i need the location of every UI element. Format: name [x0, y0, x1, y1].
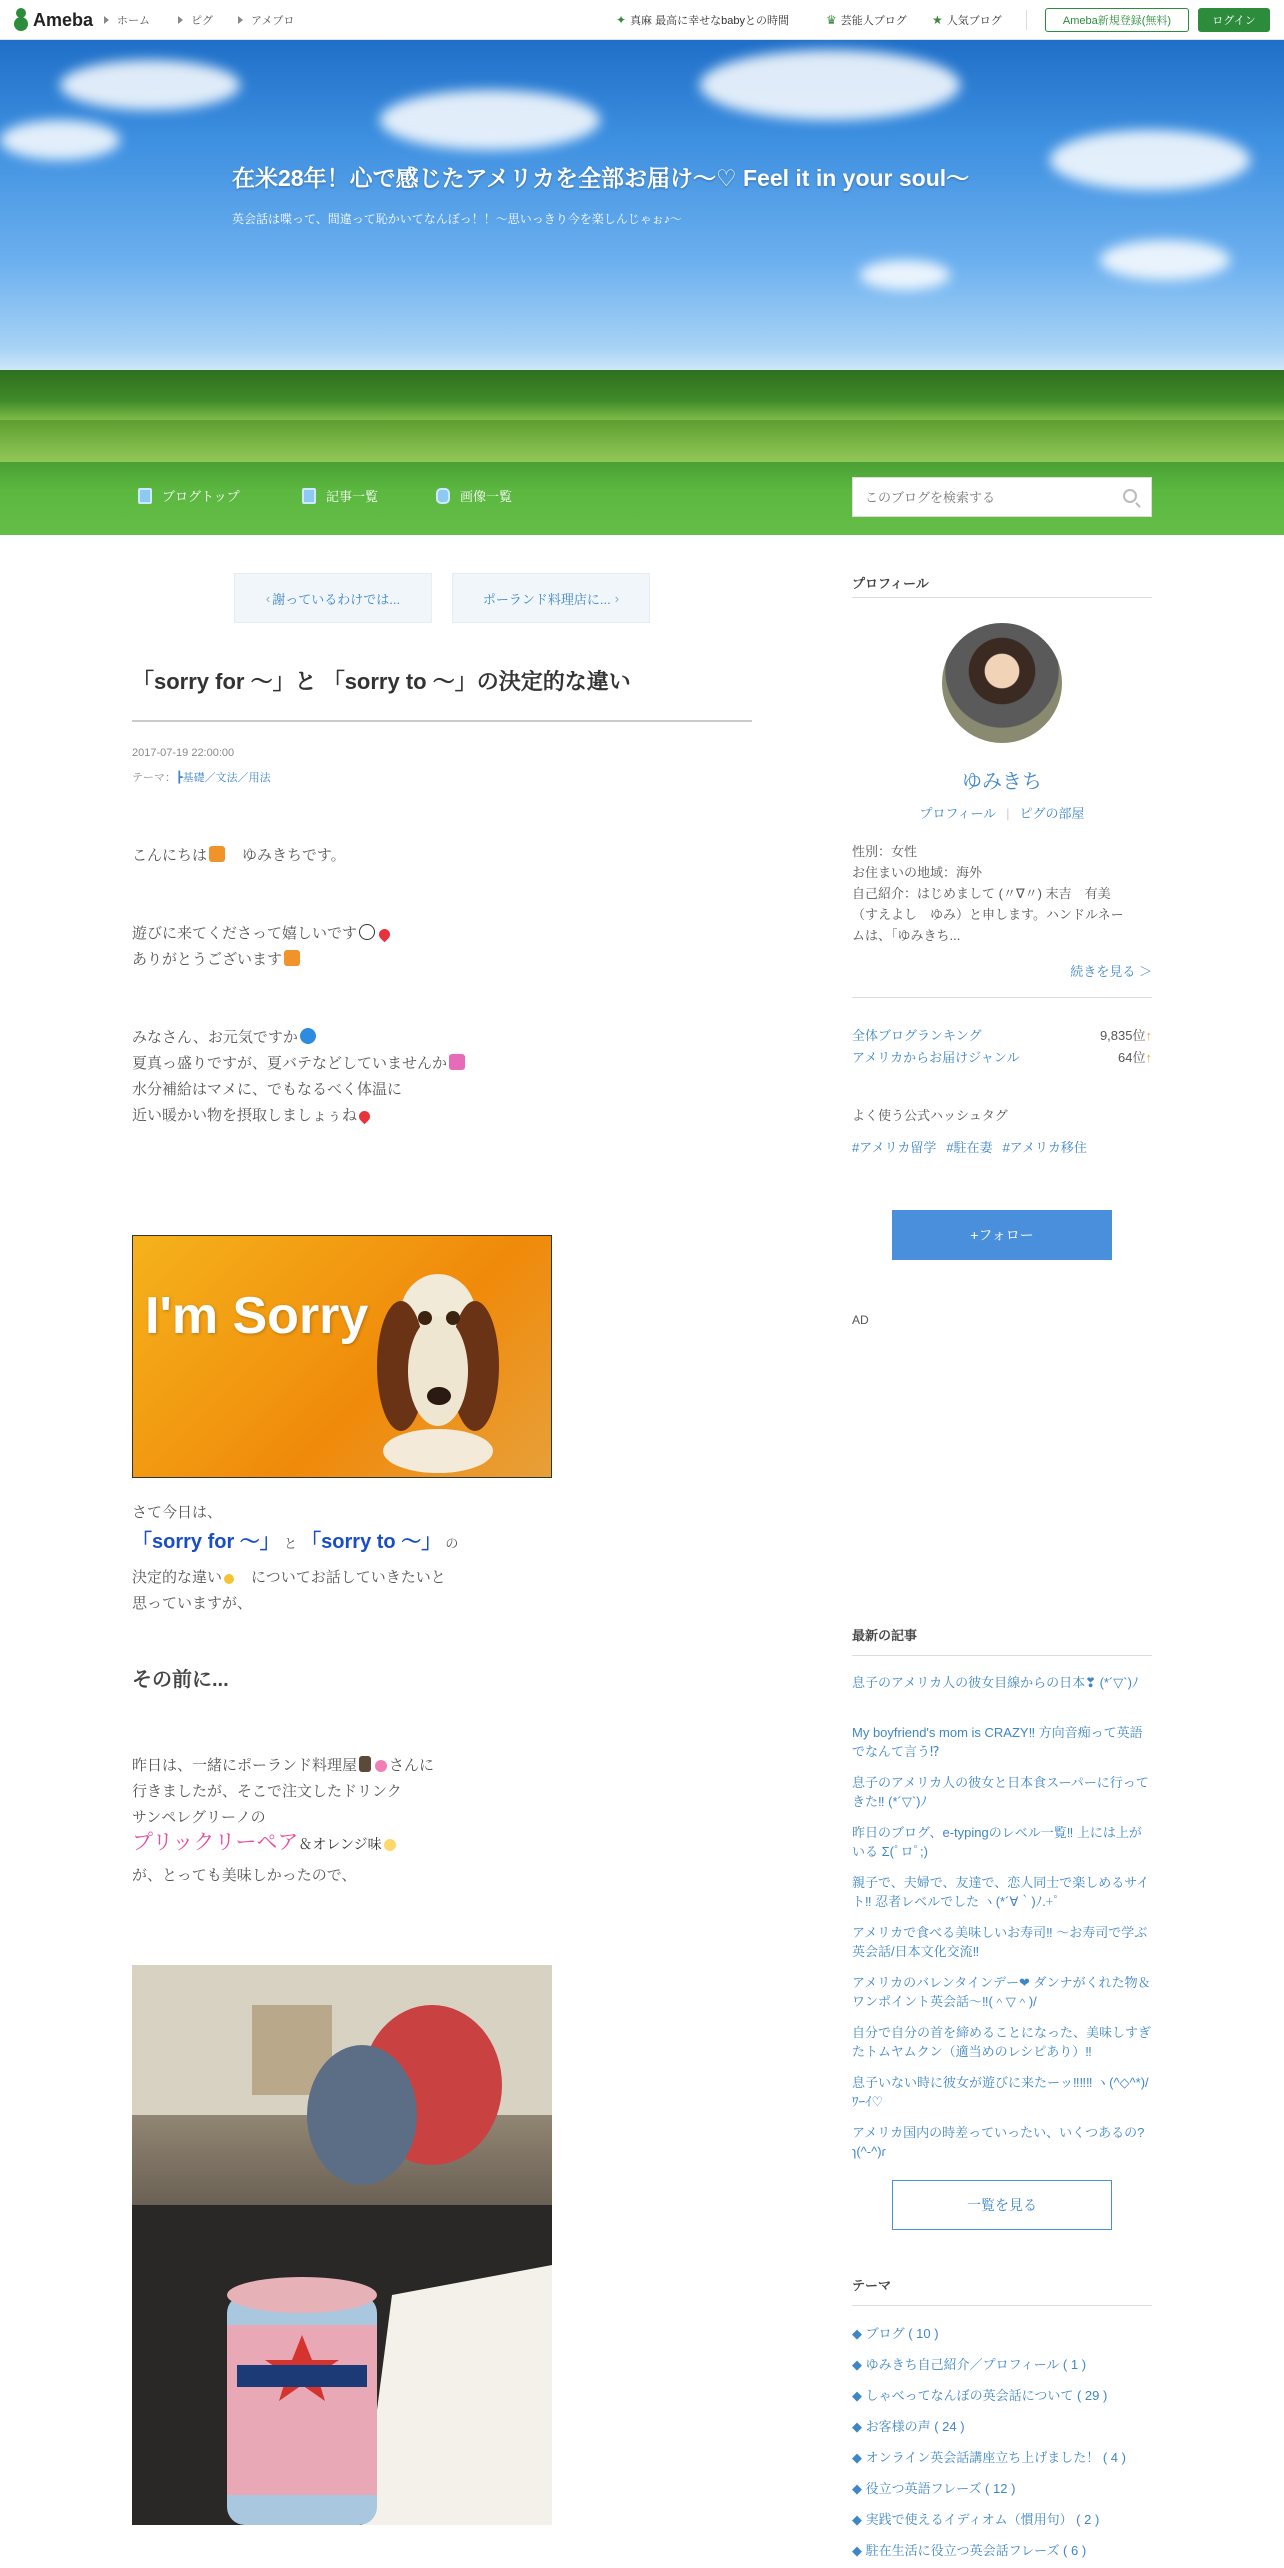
- pages-icon: [302, 488, 316, 504]
- recent-heading: 最新の記事: [852, 1628, 918, 1643]
- smile-emoji-icon: [359, 924, 375, 940]
- ranking-genre-value: 64位: [1118, 1050, 1146, 1065]
- nav-article-list[interactable]: [302, 486, 378, 505]
- ranking-genre-link[interactable]: アメリカからお届けジャンル: [852, 1050, 1020, 1065]
- nav-blog-top-label: ブログトップ: [162, 489, 240, 504]
- profile-heading: プロフィール: [852, 576, 929, 591]
- header-link-featured[interactable]: [616, 12, 789, 28]
- nav-image-list-label: 画像一覧: [460, 489, 513, 504]
- paragraph-restaurant: [132, 1753, 434, 1831]
- star-icon: ★: [932, 13, 943, 27]
- health-line-1: みなさん、お元気ですか: [132, 1029, 298, 1046]
- follow-button[interactable]: +フォロー: [892, 1210, 1112, 1260]
- ad-label: AD: [852, 1313, 869, 1327]
- ranking-genre: [852, 1047, 1152, 1066]
- profile-gender: 性別：女性: [852, 844, 918, 859]
- prev-article-label: 謝っているわけでは...: [272, 591, 401, 607]
- recent-article-link[interactable]: アメリカのバレンタインデー❤ ダンナがくれた物＆ワンポイント英会話〜‼︎(＾▽＾)/: [852, 1975, 1151, 2009]
- theme-label: テーマ：: [132, 772, 176, 784]
- nav-blog-top[interactable]: [138, 486, 240, 505]
- register-button[interactable]: Ameba新規登録(無料): [1045, 8, 1189, 32]
- recent-article-link[interactable]: My boyfriend's mom is CRAZY‼︎ 方向音痴って英語でなんて言う⁉: [852, 1725, 1143, 1759]
- hashtag-heading: よく使う公式ハッシュタグ: [852, 1108, 1008, 1123]
- search-icon[interactable]: [1123, 489, 1137, 503]
- header-link-popular[interactable]: [932, 12, 1002, 28]
- recent-article-link[interactable]: 息子いない時に彼女が遊びに来たーッ‼︎‼︎‼︎ ヽ(^◇^*)/ ﾜｰｲ♡: [852, 2075, 1149, 2109]
- chevron-right-icon: ›: [614, 590, 620, 606]
- rank-up-icon: ↑: [1145, 1028, 1152, 1043]
- nav-home-label: ホーム: [117, 15, 150, 27]
- article-title[interactable]: 「sorry for 〜」と 「sorry to 〜」の決定的な違い: [132, 669, 631, 694]
- drink-photo[interactable]: [132, 1965, 552, 2525]
- header-link-celebrity-label: 芸能人ブログ: [840, 15, 907, 27]
- nav-ameblo-label: アメブロ: [251, 15, 295, 27]
- login-button[interactable]: ログイン: [1198, 8, 1270, 32]
- recent-article-link[interactable]: 自分で自分の首を締めることになった、美味しすぎたトムヤムクン（適当めのレシピあり）‼︎: [852, 2025, 1152, 2059]
- restaurant-line-2: 行きましたが、そこで注文したドリンク: [132, 1783, 402, 1800]
- restaurant-photo-illustration: [132, 1965, 552, 2525]
- read-more-link[interactable]: 続きを見る ＞: [1070, 964, 1152, 979]
- drink-name: プリックリーペア: [132, 1831, 299, 1854]
- paragraph-topic: [132, 1500, 222, 1526]
- hashtag-list: [852, 1137, 1097, 1158]
- sparkling-heart-icon: [375, 1760, 387, 1772]
- theme-link[interactable]: ◆ 役立つ英語フレーズ ( 12 ): [852, 2481, 1016, 2496]
- paragraph-topic-rest: [132, 1565, 446, 1617]
- profile-intro-1: 自己紹介：はじめまして (〃∇〃) 末吉 有美: [852, 886, 1111, 901]
- nav-image-list[interactable]: [436, 486, 512, 505]
- question-emoji-icon: [300, 1028, 316, 1044]
- divider: [852, 2305, 1152, 2306]
- hashtag-link[interactable]: #アメリカ移住: [1002, 1140, 1087, 1155]
- restaurant-line-1: 昨日は、一緒にポーランド料理屋: [132, 1757, 358, 1774]
- recent-article-link[interactable]: 息子のアメリカ人の彼女と日本食スーパーに行ってきた‼︎ (*´▽`)ﾉ: [852, 1775, 1149, 1809]
- header-link-featured-label: 真麻 最高に幸せなbabyとの時間: [630, 15, 789, 27]
- blog-title[interactable]: 在米28年！心で感じたアメリカを全部お届け〜♡ Feel it in your soul〜: [232, 165, 970, 191]
- divider: [1026, 10, 1027, 30]
- paragraph-topic-phrases: [132, 1527, 458, 1559]
- ameba-mark-icon: [12, 8, 30, 32]
- heart-icon: [377, 927, 393, 943]
- divider: [852, 997, 1152, 998]
- restaurant-line-1b: さんに: [389, 1757, 435, 1774]
- profile-region: お住まいの地域：海外: [852, 865, 983, 880]
- topic-line-3b: についてお話していきたいと: [251, 1569, 446, 1586]
- nav-home[interactable]: [104, 12, 150, 28]
- header-link-celebrity[interactable]: [826, 12, 907, 28]
- profile-name[interactable]: ゆみきち: [962, 771, 1042, 793]
- topic-to: と: [283, 1536, 297, 1551]
- image-caption-text: I'm Sorry: [145, 1287, 369, 1345]
- theme-link[interactable]: ◆ ゆみきち自己紹介／プロフィール ( 1 ): [852, 2357, 1087, 2372]
- theme-link[interactable]: ┣基礎／文法／用法: [176, 772, 271, 784]
- theme-link[interactable]: ◆ 実践で使えるイディオム（慣用句） ( 2 ): [852, 2512, 1100, 2527]
- next-article-label: ポーランド料理店に...: [482, 591, 611, 607]
- camera-icon: [436, 488, 450, 504]
- nav-pig[interactable]: [178, 12, 213, 28]
- arrow-right-icon: [104, 16, 109, 24]
- theme-link[interactable]: ◆ お客様の声 ( 24 ): [852, 2419, 965, 2434]
- recent-article-link[interactable]: アメリカ国内の時差っていったい、いくつあるの? ɿ(^-^)ɾ: [852, 2125, 1158, 2159]
- ranking-overall-value-wrap: [1100, 1025, 1152, 1044]
- theme-heading: テーマ: [852, 2278, 892, 2293]
- blog-header-image: [0, 40, 1284, 535]
- topic-line-1: さて今日は、: [132, 1504, 223, 1521]
- ranking-overall: [852, 1025, 1152, 1044]
- paragraph-thanks: [132, 921, 392, 973]
- health-line-2: 夏真っ盛りですが、夏バテなどしていませんか: [132, 1055, 448, 1072]
- sorry-dog-image[interactable]: [132, 1235, 552, 1478]
- global-header: [0, 0, 1284, 40]
- arrow-right-icon: [238, 16, 243, 24]
- star-icon: ✦: [616, 13, 627, 27]
- article-date: 2017-07-19 22:00:00: [132, 747, 235, 759]
- thanks-line-1: 遊びに来てくださって嬉しいです: [132, 925, 358, 942]
- phrase-sorry-for: 「sorry for 〜」: [132, 1531, 280, 1553]
- header-link-popular-label: 人気ブログ: [946, 15, 1002, 27]
- arrow-right-icon: [178, 16, 183, 24]
- nav-article-list-label: 記事一覧: [326, 489, 379, 504]
- greeting-name: ゆみきちです。: [242, 847, 346, 864]
- theme-link[interactable]: ◆ しゃべってなんぼの英会話について ( 29 ): [852, 2388, 1108, 2403]
- rank-up-icon: ↑: [1145, 1050, 1152, 1065]
- nav-ameblo[interactable]: [238, 12, 294, 28]
- divider: [852, 597, 1152, 598]
- profile-intro-3: ムは、「ゆみきち...: [852, 928, 961, 943]
- ranking-overall-link[interactable]: 全体ブログランキング: [852, 1028, 982, 1043]
- sparkle-emoji-icon: [224, 1574, 234, 1584]
- chevron-left-icon: ‹: [265, 590, 271, 606]
- ranking-overall-value: 9,835位: [1099, 1028, 1146, 1043]
- topic-line-4: 思っていますが、: [132, 1595, 253, 1612]
- phrase-sorry-to: 「sorry to 〜」: [301, 1531, 442, 1553]
- restaurant-line-3: サンペレグリーノの: [132, 1809, 266, 1826]
- crown-icon: ♛: [826, 13, 837, 27]
- recent-article-link[interactable]: アメリカで食べる美味しいお寿司‼︎ 〜お寿司で学ぶ英会話/日本文化交流‼︎: [852, 1925, 1148, 1959]
- blog-nav: [0, 462, 1284, 535]
- topic-no: の: [445, 1536, 459, 1551]
- health-line-3: 水分補給はマメに、でもなるべく体温に: [132, 1081, 403, 1098]
- section-heading: その前に...: [132, 1669, 229, 1691]
- pig-room-link[interactable]: ピグの部屋: [1019, 806, 1085, 821]
- hashtag-link[interactable]: #駐在妻: [946, 1140, 993, 1155]
- recent-article-link[interactable]: 昨日のブログ、e-typingのレベル一覧‼︎ 上には上がいる Σ(ﾟロﾟ;): [852, 1825, 1142, 1859]
- ranking-genre-value-wrap: [1118, 1047, 1152, 1066]
- avatar[interactable]: [942, 623, 1062, 743]
- recent-article-link[interactable]: 息子のアメリカ人の彼女目線からの日本❣ (*´▽`)ﾉ: [852, 1675, 1139, 1690]
- next-article-link[interactable]: [452, 573, 650, 623]
- paragraph-delicious: が、とっても美味しかったので、: [132, 1867, 357, 1884]
- separator: |: [1006, 806, 1010, 821]
- paragraph-drink: [132, 1828, 398, 1860]
- blog-description: 英会話は喋って、間違って恥かいてなんぼっ！！〜思いっきり今を楽しんじゃぉ♪〜: [232, 212, 682, 226]
- theme-link[interactable]: ◆ ブログ ( 10 ): [852, 2326, 939, 2341]
- theme-link[interactable]: ◆ 駐在生活に役立つ英会話フレーズ ( 6 ): [852, 2543, 1087, 2558]
- greeting-text: こんにちは: [132, 847, 208, 864]
- divider: [132, 720, 752, 722]
- greeting: [132, 843, 346, 869]
- exclamation-question-emoji-icon: [449, 1054, 465, 1070]
- logo-text: Ameba: [33, 9, 94, 30]
- view-all-button[interactable]: 一覧を見る: [892, 2180, 1112, 2230]
- divider: [852, 1655, 1152, 1656]
- topic-line-3: 決定的な違い: [132, 1569, 223, 1586]
- ameba-logo[interactable]: [12, 7, 93, 33]
- paragraph-health: [132, 1025, 467, 1129]
- hashtag-link[interactable]: #アメリカ留学: [852, 1140, 937, 1155]
- search-input[interactable]: [865, 490, 1105, 505]
- prev-article-link[interactable]: [234, 573, 432, 623]
- health-line-4: 近い暖かい物を摂取しましょぅね: [132, 1107, 358, 1124]
- profile-intro-2: （すえよし ゆみ）と申します。ハンドルネー: [852, 907, 1124, 922]
- recent-article-link[interactable]: 親子で、夫婦で、友達で、恋人同士で楽しめるサイト‼︎ 忍者レベルでした ヽ(*´∀｀)ﾉ.+ﾟ: [852, 1875, 1150, 1909]
- nav-pig-label: ピグ: [191, 15, 213, 27]
- sparkle-emoji-icon: [384, 1839, 396, 1851]
- profile-link[interactable]: プロフィール: [919, 806, 997, 821]
- profile-links: [852, 803, 1152, 822]
- fork-knife-emoji-icon: [359, 1756, 371, 1772]
- thanks-line-2: ありがとうございます: [132, 951, 283, 968]
- exclamation-emoji-icon: [209, 846, 225, 862]
- theme-link[interactable]: ◆ オンライン英会話講座立ち上げました！ ( 4 ): [852, 2450, 1126, 2465]
- exclamation-emoji-icon: [284, 950, 300, 966]
- basset-hound-illustration: [363, 1256, 513, 1476]
- blog-search: [852, 477, 1152, 517]
- drink-flavor: ＆オレンジ味: [298, 1836, 382, 1852]
- document-icon: [138, 488, 152, 504]
- heart-icon: [357, 1109, 373, 1125]
- article-theme: [132, 769, 271, 785]
